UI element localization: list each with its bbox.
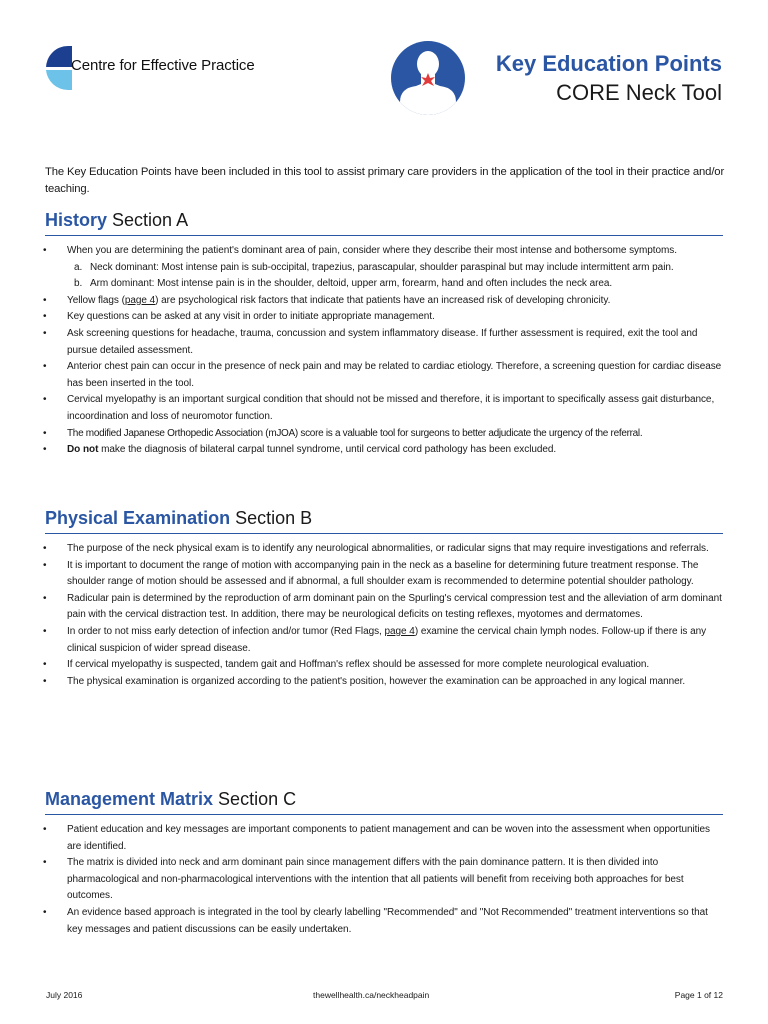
list-marker: b. bbox=[74, 278, 83, 290]
list-item bbox=[45, 541, 723, 558]
section-title-rest: Section B bbox=[230, 508, 313, 528]
bullet-icon: • bbox=[43, 659, 47, 671]
bullet-list bbox=[45, 541, 723, 690]
list-item bbox=[45, 426, 723, 443]
list-item-text: The purpose of the neck physical exam is to identify any neurological abnormalities, or radicular signs that may require investigations and referrals. bbox=[67, 543, 709, 554]
section-title-rest: Section C bbox=[213, 789, 297, 809]
bullet-icon: • bbox=[43, 245, 47, 256]
bullet-icon: • bbox=[43, 675, 47, 687]
list-item bbox=[45, 326, 723, 359]
section-management-matrix bbox=[45, 787, 723, 938]
list-item-text: The modified Japanese Orthopedic Association (mJOA) score is a valuable tool for surgeons to better adjudicate the urgency of the referral. bbox=[67, 427, 643, 439]
list-item bbox=[45, 657, 723, 674]
page-4-link[interactable]: page 4 bbox=[384, 625, 415, 637]
section-title-bold: History bbox=[45, 210, 108, 230]
section-heading bbox=[45, 787, 723, 815]
list-item-text: Neck dominant: Most intense pain is sub-occipital, trapezius, parascapular, shoulder paraspinal but may include intermittent arm pain. bbox=[90, 261, 674, 273]
section-heading bbox=[45, 208, 723, 236]
list-item-text: If cervical myelopathy is suspected, tandem gait and Hoffman's reflex should be assessed for more complete neurological evaluation. bbox=[67, 659, 650, 671]
title-block bbox=[496, 50, 722, 108]
page-subtitle: CORE Neck Tool bbox=[556, 80, 722, 105]
section-title-bold: Physical Examination bbox=[45, 508, 231, 528]
list-item-text: An evidence based approach is integrated in the tool by clearly labelling "Recommended" and "Not Recommended" treatment interventions so that key messages and patient discussions can be easily undertaken. bbox=[67, 906, 708, 935]
bullet-icon: • bbox=[43, 906, 47, 918]
list-item bbox=[45, 624, 723, 657]
bullet-icon: • bbox=[43, 311, 47, 323]
list-item-text: Arm dominant: Most intense pain is in the shoulder, deltoid, upper arm, forearm, hand and often includes the neck area. bbox=[90, 278, 613, 290]
list-item bbox=[45, 558, 723, 591]
bullet-list bbox=[45, 822, 723, 938]
list-item-text: Key questions can be asked at any visit in order to initiate appropriate management. bbox=[67, 311, 435, 323]
list-item bbox=[45, 855, 723, 905]
list-item-text: make the diagnosis of bilateral carpal tunnel syndrome, until cervical cord pathology has been excluded. bbox=[98, 444, 557, 456]
logo-text: Centre for Effective Practice bbox=[71, 57, 255, 74]
list-item-text: Anterior chest pain can occur in the presence of neck pain and may be related to cardiac etiology. Therefore, a screening question for cardiac disease has been inserted in the tool. bbox=[67, 361, 722, 389]
section-heading bbox=[45, 506, 723, 534]
footer-url-link[interactable]: thewellhealth.ca/neckheadpain bbox=[313, 990, 430, 1000]
bullet-icon: • bbox=[43, 592, 47, 604]
bullet-icon: • bbox=[43, 857, 47, 869]
bullet-icon: • bbox=[43, 427, 47, 439]
list-item bbox=[45, 276, 723, 293]
page-title: Key Education Points bbox=[495, 51, 722, 76]
list-item-text: Ask screening questions for headache, trauma, concussion and system inflammatory disease. If further assessment is required, exit the tool and pursue detailed assessment. bbox=[67, 327, 698, 356]
bullet-icon: • bbox=[43, 625, 47, 637]
list-item-text: The matrix is divided into neck and arm dominant pain since management differs with the pain dominance pattern. It is then divided into pharmacological and non-pharmacological interventions with the intention that all patients will benefit from receiving both approaches for best outcomes. bbox=[67, 857, 684, 902]
list-item bbox=[45, 822, 723, 855]
cep-logo bbox=[44, 44, 284, 92]
list-item-text: The physical examination is organized according to the patient's position, however the examination can be approached in any logical manner. bbox=[67, 675, 686, 687]
page-4-link[interactable]: page 4 bbox=[124, 294, 156, 306]
list-item-text: Radicular pain is determined by the reproduction of arm dominant pain on the Spurling's cervical compression test and the alleviation of arm dominant pain with the cervical distraction test. In addition, there may be neurological deficits on testing reflexes, myotomes and dermatomes. bbox=[67, 592, 722, 621]
list-item-text: It is important to document the range of motion with accompanying pain in the neck as a baseline for determining future treatment response. The shoulder range of motion should be assessed and if abnormal, a full shoulder exam is recommended to determine potential shoulder pathology. bbox=[67, 559, 699, 588]
list-marker: a. bbox=[74, 261, 83, 273]
bullet-icon: • bbox=[43, 361, 47, 373]
list-item-text: Patient education and key messages are important components to patient management and can be woven into the assessment when opportunities are identified. bbox=[67, 824, 710, 852]
bullet-icon: • bbox=[43, 294, 47, 306]
list-item-emphasis: Do not bbox=[67, 444, 99, 456]
list-item bbox=[45, 243, 723, 260]
list-item-text: When you are determining the patient's dominant area of pain, consider where they describe their most intense and bothersome symptoms. bbox=[67, 245, 677, 256]
list-item bbox=[45, 591, 723, 624]
list-item bbox=[45, 293, 723, 310]
list-item bbox=[45, 674, 723, 691]
section-title-rest: Section A bbox=[107, 210, 189, 230]
person-neck-pain-icon bbox=[390, 40, 466, 116]
bullet-icon: • bbox=[43, 543, 47, 554]
bullet-icon: • bbox=[43, 394, 47, 406]
list-item-text: In order to not miss early detection of infection and/or tumor (Red Flags, bbox=[67, 625, 385, 637]
list-item bbox=[45, 392, 723, 425]
list-item bbox=[45, 905, 723, 938]
list-item-text: Cervical myelopathy is an important surgical condition that should not be missed and therefore, it is important to specifically assess gait disturbance, incoordination and loss of neuromotor function. bbox=[67, 394, 715, 422]
list-item-text: ) examine the cervical chain lymph nodes. Follow-up if there is any clinical suspicion of wider spread disease. bbox=[67, 625, 707, 654]
list-item bbox=[45, 309, 723, 326]
list-item-text: ) are psychological risk factors that indicate that patients have an increased risk of developing chronicity. bbox=[155, 294, 611, 306]
list-item bbox=[45, 260, 723, 277]
footer-page-number: Page 1 of 12 bbox=[674, 990, 723, 1000]
footer-date: July 2016 bbox=[46, 990, 83, 1000]
bullet-icon: • bbox=[43, 824, 47, 835]
bullet-list bbox=[45, 243, 723, 459]
section-title-bold: Management Matrix bbox=[45, 789, 214, 809]
section-physical-examination bbox=[45, 506, 723, 690]
bullet-icon: • bbox=[43, 444, 47, 456]
intro-paragraph: The Key Education Points have been included in this tool to assist primary care providers in the application of the tool in their practice and/or teaching. bbox=[45, 166, 725, 195]
bullet-icon: • bbox=[43, 327, 47, 339]
list-item bbox=[45, 359, 723, 392]
section-history bbox=[45, 208, 723, 459]
bullet-icon: • bbox=[43, 559, 47, 571]
list-item bbox=[45, 442, 723, 459]
list-item-text: Yellow flags ( bbox=[67, 294, 125, 306]
